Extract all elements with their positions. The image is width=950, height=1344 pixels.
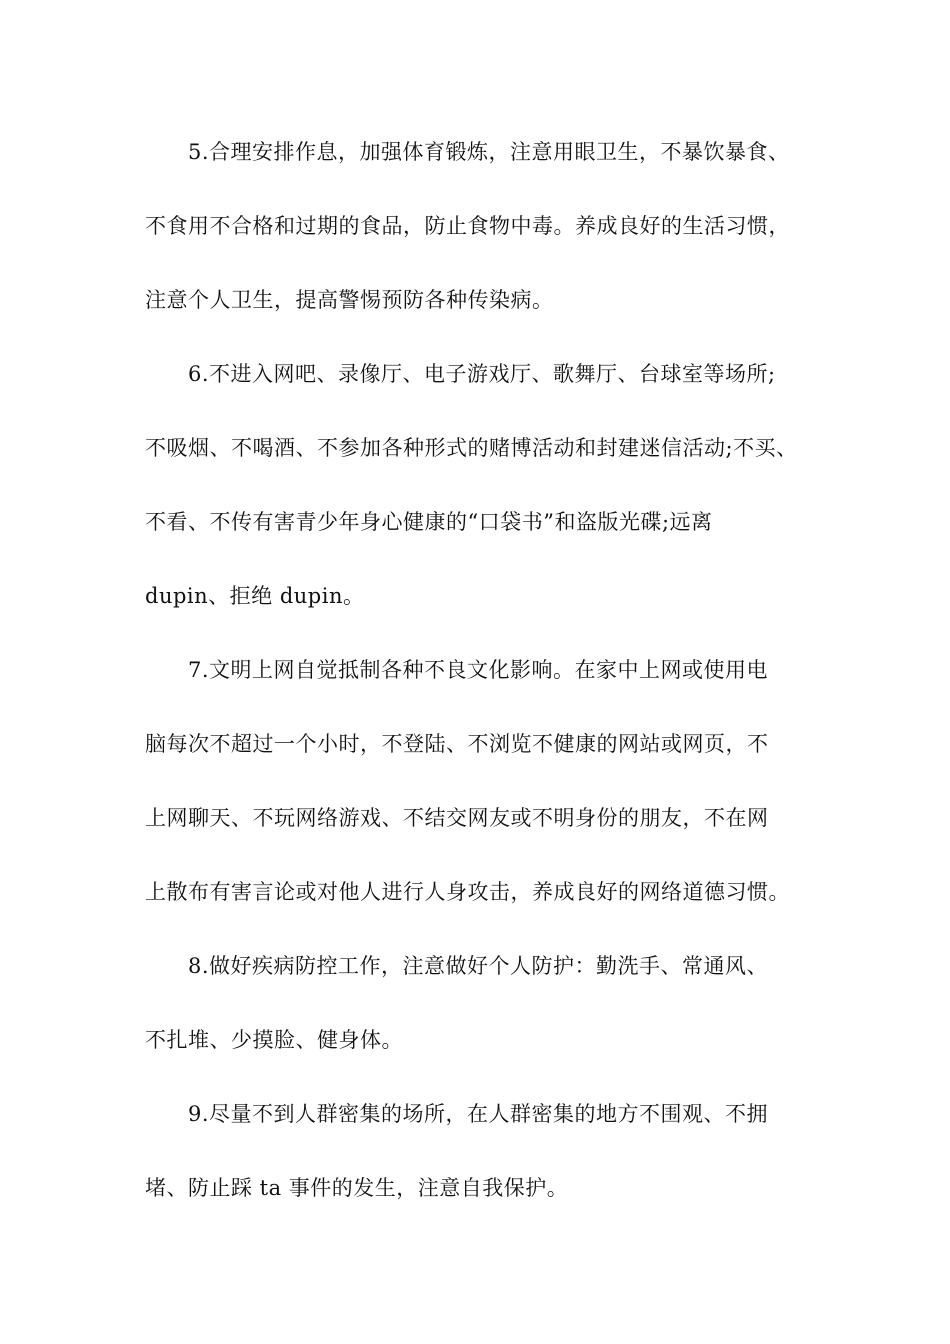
text-line: 8.做好疾病防控工作，注意做好个人防护：勤洗手、常通风、 <box>188 954 769 978</box>
text-line: 5.合理安排作息，加强体育锻炼，注意用眼卫生，不暴饮暴食、 <box>188 140 790 164</box>
text-line: 9.尽量不到人群密集的场所，在人群密集的地方不围观、不拥 <box>188 1102 769 1126</box>
text-line: 7.文明上网自觉抵制各种不良文化影响。在家中上网或使用电 <box>188 658 769 682</box>
text-line: 不扎堆、少摸脸、健身体。 <box>145 1028 403 1052</box>
text-line: 脑每次不超过一个小时，不登陆、不浏览不健康的网站或网页，不 <box>145 732 769 756</box>
text-line: 上网聊天、不玩网络游戏、不结交网友或不明身份的朋友，不在网 <box>145 806 769 830</box>
text-line: 堵、防止踩 ta 事件的发生，注意自我保护。 <box>145 1176 569 1200</box>
text-line: 6.不进入网吧、录像厅、电子游戏厅、歌舞厅、台球室等场所; <box>188 362 776 386</box>
text-line: 注意个人卫生，提高警惕预防各种传染病。 <box>145 288 554 312</box>
text-line: 不看、不传有害青少年身心健康的“口袋书”和盗版光碟;远离 <box>145 510 713 534</box>
text-line: 上散布有害言论或对他人进行人身攻击，养成良好的网络道德习惯。 <box>145 880 790 904</box>
text-line: 不吸烟、不喝酒、不参加各种形式的赌博活动和封建迷信活动;不买、 <box>145 436 798 460</box>
text-line: dupin、拒绝 dupin。 <box>145 584 365 608</box>
text-line: 不食用不合格和过期的食品，防止食物中毒。养成良好的生活习惯， <box>145 214 790 238</box>
